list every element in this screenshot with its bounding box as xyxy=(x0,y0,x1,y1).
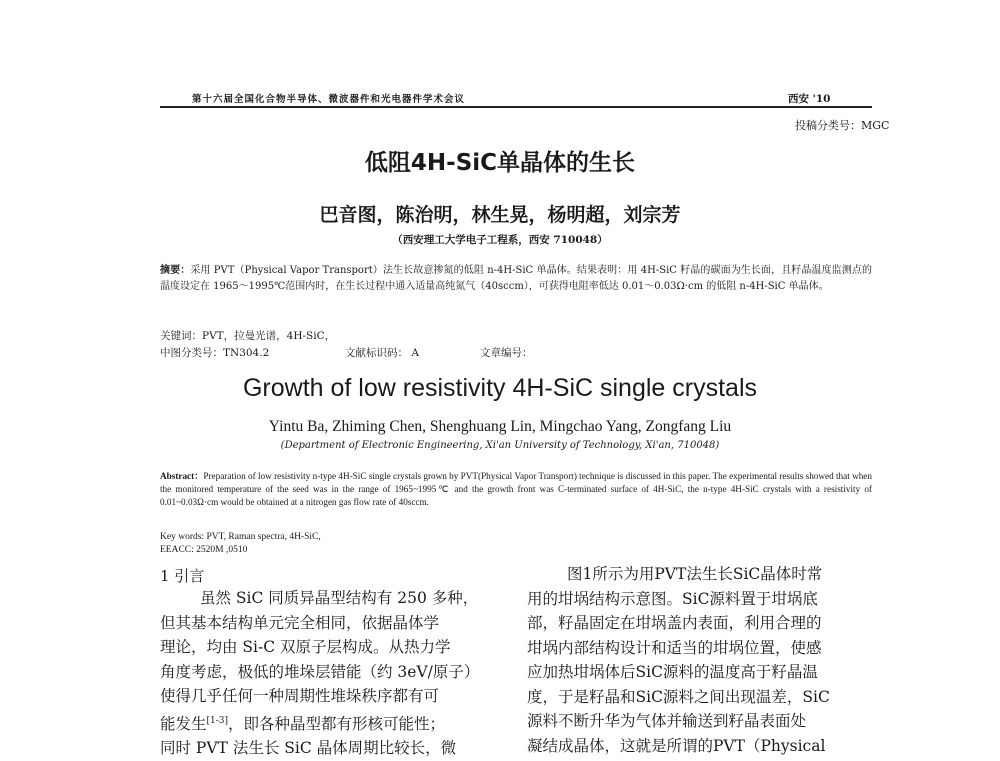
header-rule xyxy=(160,106,872,108)
chinese-affiliation: （西安理工大学电子工程系，西安 710048） xyxy=(392,234,608,246)
english-title: Growth of low resistivity 4H-SiC single crystals xyxy=(242,374,757,402)
chinese-authors: 巴音图，陈治明，林生晃，杨明超，刘宗芳 xyxy=(319,204,681,226)
english-keywords: Key words: PVT, Raman spectra, 4H-SiC, xyxy=(160,532,321,542)
chinese-title: 低阻4H-SiC单晶体的生长 xyxy=(364,150,636,176)
body-line: 坩埚内部结构设计和适当的坩埚位置，使感 xyxy=(527,638,822,657)
body-line-part: ，即各种晶型都有形核可能性； xyxy=(228,714,446,733)
chinese-abstract xyxy=(160,263,872,295)
eeacc-code: EEACC: 2520M ,0510 xyxy=(160,545,248,555)
body-line: 图1所示为用PVT法生长SiC晶体时常 xyxy=(567,565,823,583)
body-line: 同时 PVT 法生长 SiC 晶体周期比较长，微 xyxy=(160,739,457,758)
body-line: 使得几乎任何一种周期性堆垛秩序都有可 xyxy=(160,687,440,705)
english-abstract-label: Abstract： xyxy=(160,471,204,481)
body-line: 源料不断升华为气体并输送到籽晶表面处 xyxy=(527,712,807,730)
chinese-abstract-text: 采用 PVT（Physical Vapor Transport）法生长故意掺氮的低阻 n-4H-SiC 单晶体。结果表明：用 4H-SiC 籽晶的碳面为生长面，且籽晶温度监测点的温度设定在 1965～1995℃范围内时，在生长过程中通入适量高纯氮气（40sccm），可获得电阻率低达 0.01～0.03Ω·cm 的低阻 n-4H-SiC 单晶体。 xyxy=(160,265,872,292)
english-affiliation: (Department of Electronic Engineering, Xi'an University of Technology, Xi'an, 710048) xyxy=(280,440,720,451)
document-code: 文献标识码： A xyxy=(345,347,419,359)
body-left-column xyxy=(160,586,500,761)
body-line: 用的坩埚结构示意图。SiC源料置于坩埚底 xyxy=(527,589,818,608)
running-header-conference: 第十六届全国化合物半导体、微波器件和光电器件学术会议 xyxy=(192,94,466,105)
body-line: 凝结成晶体，这就是所谓的PVT（Physical xyxy=(527,736,826,755)
english-abstract xyxy=(160,470,872,509)
body-line: 虽然 SiC 同质异晶型结构有 250 多种， xyxy=(200,589,479,607)
body-line: 部，籽晶固定在坩埚盖内表面，利用合理的 xyxy=(527,614,822,632)
body-line xyxy=(160,709,500,737)
english-authors: Yintu Ba, Zhiming Chen, Shenghuang Lin, Mingchao Yang, Zongfang Liu xyxy=(268,418,732,435)
running-header-place-year: 西安 '10 xyxy=(788,93,831,105)
article-number: 文章编号： xyxy=(480,347,533,359)
chinese-classification-row xyxy=(160,345,533,360)
section-heading: 1 引言 xyxy=(160,567,205,585)
body-line: 角度考虑，极低的堆垛层错能（约 3eV/原子） xyxy=(160,662,480,681)
chinese-abstract-label: 摘要： xyxy=(160,265,191,276)
body-line: 度，于是籽晶和SiC源料之间出现温差，SiC xyxy=(527,687,830,706)
body-line: 应加热坩埚体后SiC源料的温度高于籽晶温 xyxy=(527,663,818,681)
body-line-part: 能发生 xyxy=(160,714,207,733)
body-right-column xyxy=(527,562,877,758)
body-line: 但其基本结构单元完全相同，依据晶体学 xyxy=(160,613,440,632)
english-abstract-text: Preparation of low resistivity n-type 4H-SiC single crystals grown by PVT(Physical Vapor Transport) technique is discussed in this paper. The experimental results showed that when the monitored temperature of the seed was in the range of 1965~1995℃ and the growth front was C-terminated surface of 4H-SiC, the n-type 4H-SiC crystals with a resistivity of 0.01~0.03Ω·cm would be obtained at a nitrogen gas flow rate of 40sccm. xyxy=(160,471,872,507)
classification-number: 投稿分类号：MGC xyxy=(795,119,890,132)
chinese-keywords: 关键词：PVT，拉曼光谱，4H-SiC， xyxy=(160,330,336,342)
clc-number: 中图分类号：TN304.2 xyxy=(160,347,270,359)
reference-citation: [1-3] xyxy=(206,715,229,726)
body-line: 理论，均由 Si-C 双原子层构成。从热力学 xyxy=(160,638,451,656)
